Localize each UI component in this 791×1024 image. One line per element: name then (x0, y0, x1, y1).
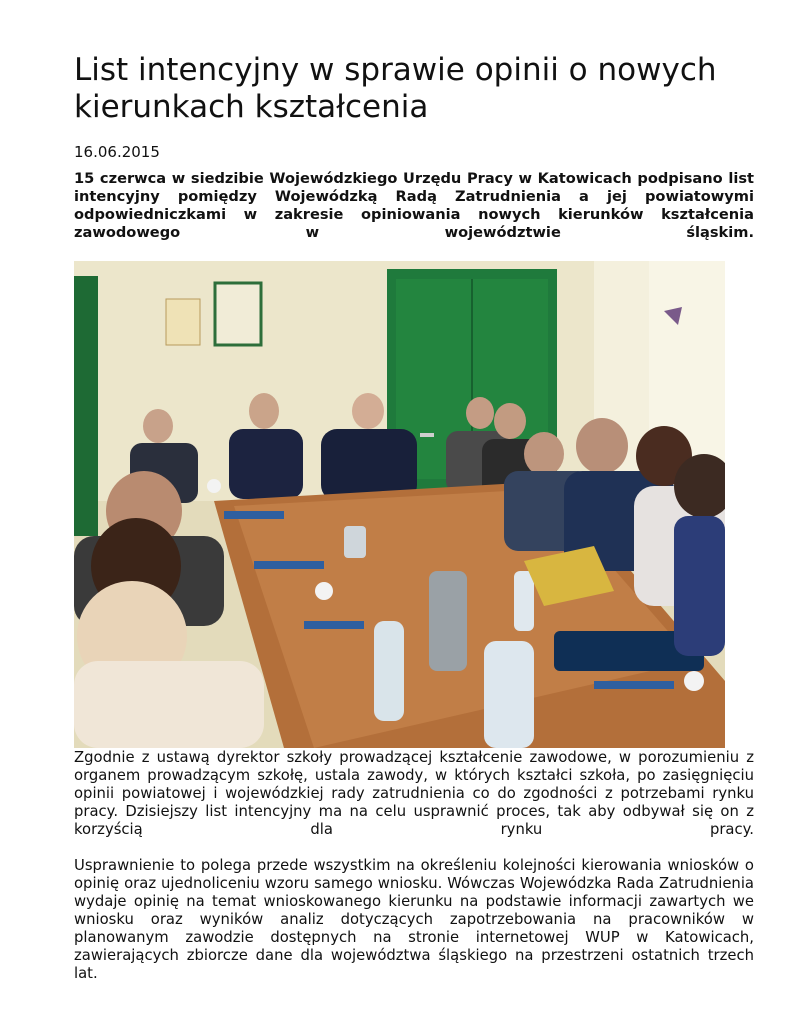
article-paragraph: Usprawnienie to polega przede wszystkim na określeniu kolejności kierowania wniosków o opinię oraz ujednoliceniu wzoru samego wniosku. Wówczas Wojewódzka Rada Zatrudnienia wydaje opinię na temat wnioskowanego kierunku na podstawie informacji zawartych we wniosku oraz wyników analiz dotyczących zapotrzebowania na pracowników w planowanym zawodzie dostępnych na stronie internetowej WUP w Katowicach, zawierających zbiorcze dane dla województwa śląskiego na przestrzeni ostatnich trzech lat. (74, 857, 754, 982)
article-paragraph: Zgodnie z ustawą dyrektor szkoły prowadzącej kształcenie zawodowe, w porozumieniu z organem prowadzącym szkołę, ustala zawody, w których kształci szkoła, po zasięgnięciu opinii powiatowej i wojewódzkiej rady zatrudnienia co do zgodności z potrzebami rynku pracy. Dzisiejszy list intencyjny ma na celu usprawnić proces, tak aby odbywał się on z korzyścią dla rynku pracy. (74, 749, 754, 838)
article-title: List intencyjny w sprawie opinii o nowych kierunkach kształcenia (74, 52, 717, 125)
meeting-photo (74, 261, 725, 748)
article-date: 16.06.2015 (74, 143, 160, 161)
article-lead: 15 czerwca w siedzibie Wojewódzkiego Urzędu Pracy w Katowicach podpisano list intencyjny pomiędzy Wojewódzką Radą Zatrudnienia a jej powiatowymi odpowiedniczkami w zakresie opiniowania nowych kierunków kształcenia zawodowego w województwie śląskim. (74, 170, 754, 241)
meeting-photo-illustration (74, 261, 725, 748)
